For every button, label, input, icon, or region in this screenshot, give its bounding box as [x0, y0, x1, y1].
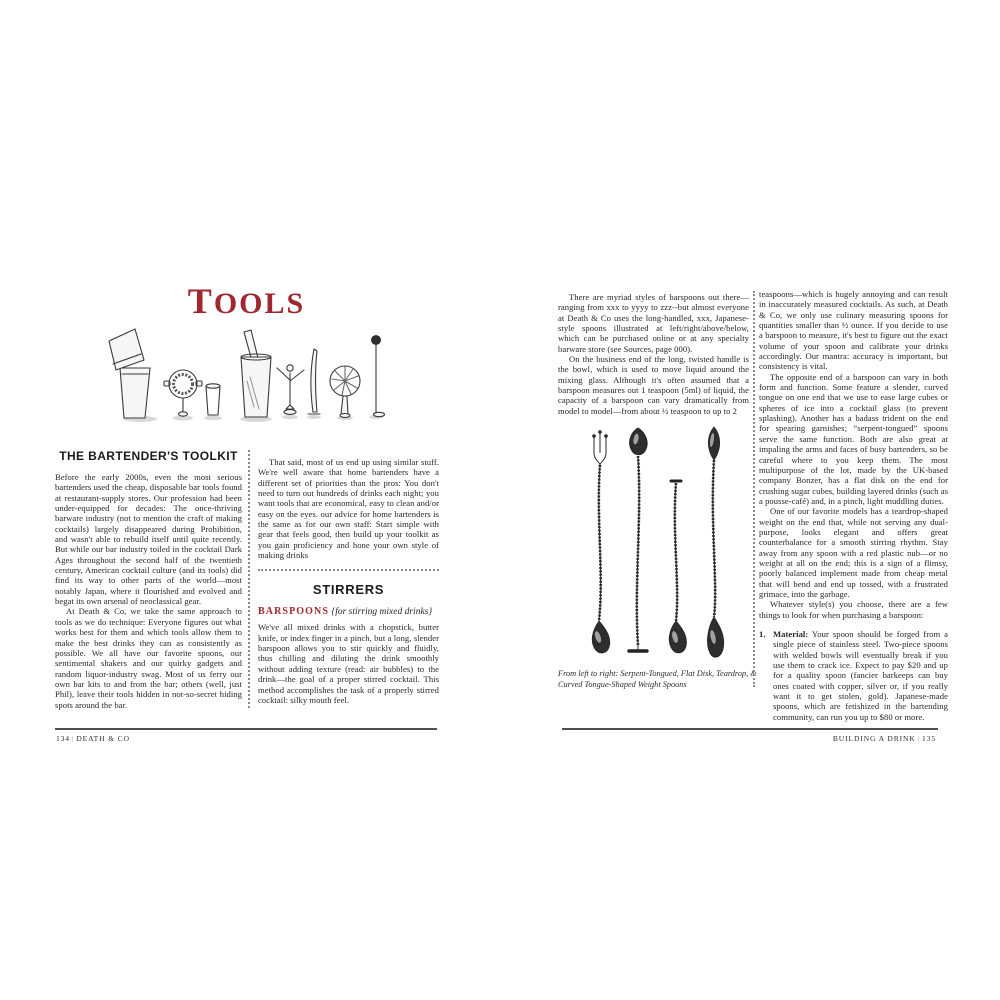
- bar-tools-illustration: [100, 325, 392, 425]
- barspoons-paragraph: We've all mixed drinks with a chopstick, butter knife, or index finger in a pinch, but a long, slender barspoon allows you to stir quickly and fluidly, thus chilling and diluting the drink smoothly without adding texture (read: air bubbles) to the drink—the goal of a proper stirred cocktail. This method accomplishes the task of a properly stirred cocktail: silky mouth feel.: [258, 622, 439, 705]
- barspoons-subhead-note: {for stirring mixed drinks}: [331, 607, 433, 618]
- chapter-title: BUILDING A DRINK: [832, 734, 916, 743]
- list-item-material: [759, 629, 948, 722]
- right-footer-rule: [562, 728, 938, 730]
- serpent-tongued-spoon-icon: [592, 431, 610, 653]
- right-page: [558, 285, 948, 760]
- opposite-end-paragraph: The opposite end of a barspoon can vary in both form and function. Some feature a slender, curved tongue on one end that we use to ease large cubes or spheres of ice into a cocktail glass (to prevent splashing). Another has a badass trident on the end for spearing garnishes; “serpent-tongued” spoons serve the same function. Both are also great at impaling the arms and faces of busy bartenders, so be careful where to you keep them. The most multipurpose of the lot, made by the UK-based company Bonzer, has a flat disk on the end for crushing sugar cubes, building layered drinks (such as a pousse-café) and, in a pinch, light muddling duties.: [759, 371, 948, 506]
- teardrop-weight-paragraph: One of our favorite models has a teardrop-shaped weight on the end that, while not serving any dual-purpose, looks elegant and offers great counterbalance for a smooth stirring rhythm. Stay away from any spoon with a red plastic nub—or no weight at all on the end; this is a sign of a flimsy, poorly balanced implement made from cheap metal that will bend and end up tossed, with a frustrated grimace, into the garbage.: [759, 506, 948, 599]
- left-page-column-2: [258, 457, 439, 705]
- toolkit-paragraph-1: Before the early 2000s, even the most serious bartenders used the cheap, disposable bar tools found at restaurant-supply stores. Our profession had been under-equipped for decades: The once-thriving barware industry (not to mention the craft of making cocktails) largely disappeared during Prohibition, and wasn't able to rebuild itself until quite recently. But while our bar industry toiled in the cocktail Dark Ages throughout the second half of the twentieth century, American cocktail culture (and its tools) did find its way to other parts of the world—most notably Japan, where it flourished and evolved and begat its own arsenal of neoclassical gear.: [55, 472, 242, 607]
- corkscrew-icon: [277, 365, 304, 415]
- column-divider: [248, 450, 250, 708]
- toolkit-heading: THE BARTENDER'S TOOLKIT: [59, 449, 238, 463]
- left-footer-rule: [55, 728, 437, 730]
- left-page: [55, 281, 439, 760]
- column-divider: [753, 291, 755, 687]
- spoons-caption: From left to right: Serpent-Tongued, Flat Disk, Teardrop, & Curved Tongue-Shaped Weight Spoons: [558, 669, 757, 689]
- barspoon-bowl-paragraph: On the business end of the long, twisted handle is the bowl, which is used to move liquid around the mixing glass. Although it's often assumed that a barspoon measures out 1 teaspoon (5ml) of liquid, the capacity of a barspoon can vary dramatically from model to model—from about ½ teaspoon to up to 2: [558, 354, 749, 416]
- barspoons-illustration: [566, 425, 751, 662]
- julep-strainer-icon: [330, 366, 360, 418]
- cocktail-shaker-icon: [109, 329, 150, 418]
- book-title: DEATH & CO: [76, 734, 130, 743]
- stirrers-heading: STIRRERS: [312, 582, 385, 598]
- teardrop-spoon-icon: [669, 481, 686, 653]
- list-term: Material:: [773, 629, 809, 639]
- curved-tongue-weight-spoon-icon: [707, 427, 723, 657]
- measuring-paragraph: teaspoons—which is hugely annoying and can result in inaccurately measured cocktails. As such, at Death & Co, we only use culinary measuring spoons for quantities smaller than ½ ounce. If you decide to use a barspoon to measure, it's best to figure out the exact volume of your spoon and calibrate your drinks accordingly. Our mantra: accuracy is important, but consistency is vital.: [759, 289, 948, 372]
- hawthorne-strainer-icon: [164, 370, 202, 416]
- list-text: Your spoon should be forged from a single piece of stainless steel. Two-piece spoons with welded bowls will eventually break if you use them to crack ice. Expect to pay $20 and up for a quality spoon (fancier barkeeps can buy ones coated with copper, silver or, if you really want it to get stolen, gold). Japanese-made spoons, which are fetishized in the bartending community, can run you up to $80 or more.: [773, 629, 948, 722]
- jigger-icon: [206, 384, 220, 415]
- footer-separator: |: [917, 734, 921, 743]
- footer-separator: |: [71, 734, 75, 743]
- page-title: TOOLS: [187, 281, 306, 321]
- barspoon-icon: [372, 336, 385, 417]
- right-page-footer: [833, 734, 936, 743]
- left-page-column-1: [55, 449, 242, 710]
- left-page-number: 134: [56, 734, 70, 743]
- section-separator: [258, 569, 439, 571]
- barspoons-subhead: BARSPOONS: [258, 606, 330, 618]
- whatever-style-paragraph: Whatever style(s) you choose, there are a few things to look for when purchasing a barspoon:: [759, 599, 948, 620]
- right-page-number: 135: [922, 734, 936, 743]
- paring-knife-icon: [308, 349, 320, 414]
- flat-disk-spoon-icon: [629, 428, 647, 651]
- barspoon-styles-paragraph: There are myriad styles of barspoons out there—ranging from xxx to yyyy to zzz--but almost everyone at Death & Co uses the long-handled, xxx, Japanese-style spoons illustrated at left/right/above/below, which can be purchased online or at any specialty barware store (see Sources, page 000).: [558, 292, 749, 354]
- barspoons-subhead-line: [258, 606, 439, 617]
- list-number: 1.: [759, 629, 766, 639]
- right-page-column-2: [759, 289, 948, 722]
- right-page-column-1: [558, 292, 749, 416]
- toolkit-paragraph-2: At Death & Co, we take the same approach to tools as we do technique: Everyone figures out what works best for them and which tools allow them to make the best drinks they can as consistently as possible. We all have our favorite spoons, our sentimental shakers and our quirky gadgets and random liquor-industry swag. Most of us ferry our own bar kits to and from the bar; others (well, just Phil), leave their tools hidden in not-so-secret hiding spots around the bar.: [55, 606, 242, 710]
- home-bartender-paragraph: That said, most of us end up using similar stuff. We're well aware that home bartenders have a different set of priorities than the pros: You don't need to turn out hundreds of drinks each night; you want tools that are economical, easy to clean and/or easy on the eyes. our advice for home bartenders is the same as for our own staff: Start simple with gear that feels good, then build up your toolkit as you gain proficiency and hone your own style of making drinks: [258, 457, 439, 561]
- mixing-glass-icon: [241, 330, 271, 417]
- left-page-footer: [56, 734, 130, 743]
